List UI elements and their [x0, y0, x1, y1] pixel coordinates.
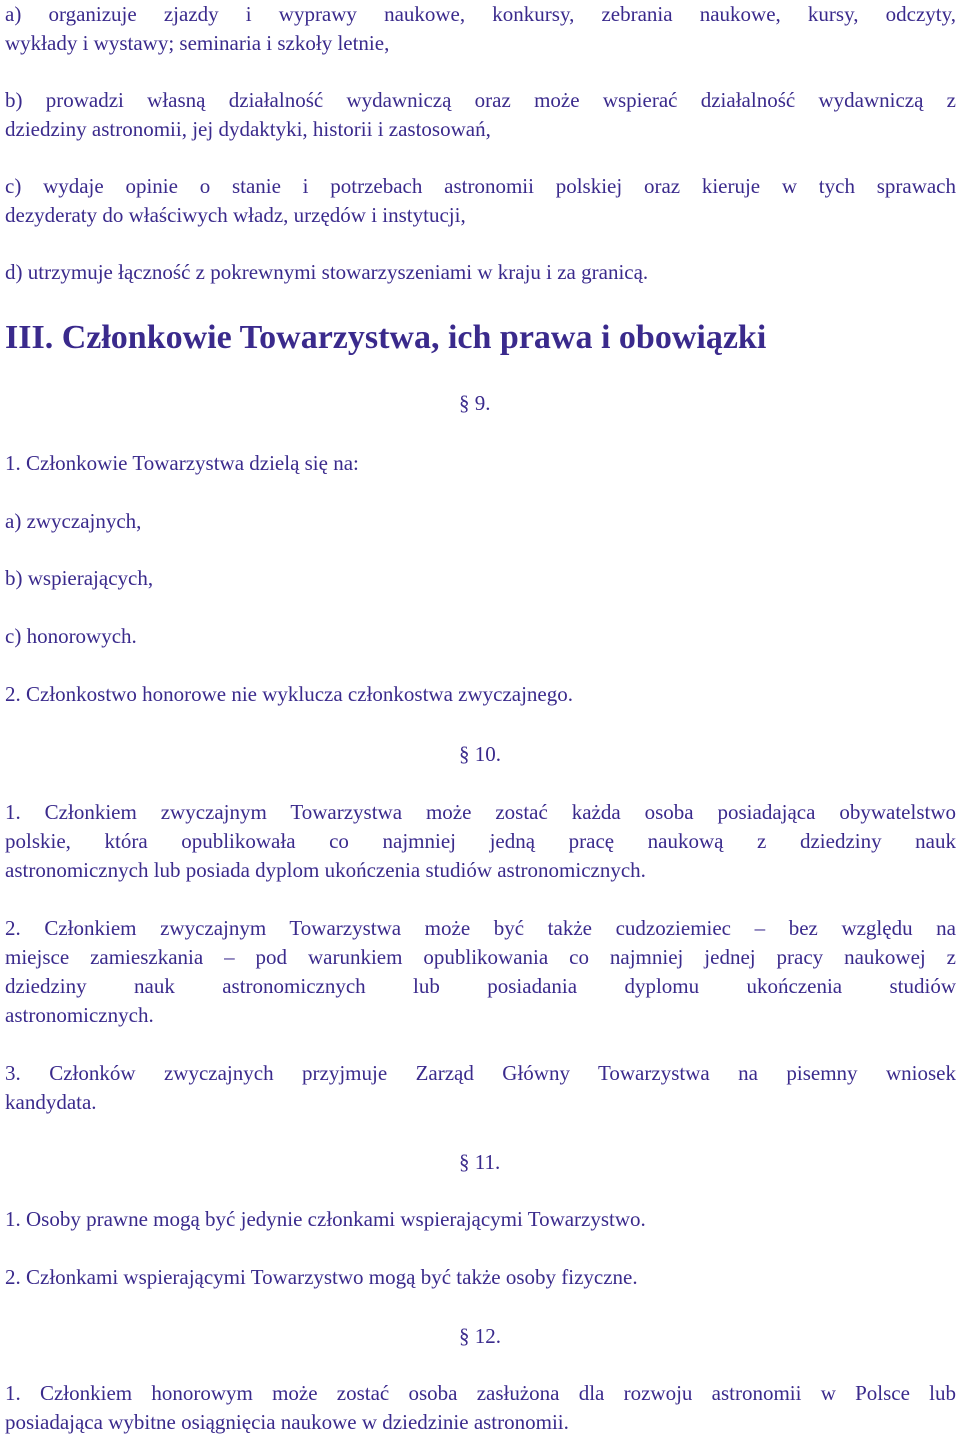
item-c-line-1: c) wydaje opinie o stanie i potrzebach astronomii polskiej oraz kieruje w tych sprawach [5, 174, 956, 198]
item-c-line-2: dezyderaty do właściwych władz, urzędów i instytucji, [5, 203, 466, 227]
s11-point-1: 1. Osoby prawne mogą być jedynie członkami wspierającymi Towarzystwo. [5, 1207, 646, 1231]
item-a-line-2: wykłady i wystawy; seminaria i szkoły letnie, [5, 31, 390, 55]
s9-item-b: b) wspierających, [5, 566, 154, 590]
s9-point-1: 1. Członkowie Towarzystwa dzielą się na: [5, 451, 359, 475]
s10-p2-line-2: miejsce zamieszkania – pod warunkiem opublikowania co najmniej jednej pracy naukowej z [5, 945, 956, 969]
s10-p1-line-2: polskie, która opublikowała co najmniej jedną pracę naukową z dziedziny nauk [5, 829, 956, 853]
s10-p3-line-2: kandydata. [5, 1090, 97, 1114]
s10-p1-line-1: 1. Członkiem zwyczajnym Towarzystwa może zostać każda osoba posiadająca obywatelstwo [5, 800, 956, 824]
s12-p1-line-2: posiadająca wybitne osiągnięcia naukowe w dziedzinie astronomii. [5, 1410, 569, 1434]
item-d-line: d) utrzymuje łączność z pokrewnymi stowarzyszeniami w kraju i za granicą. [5, 260, 649, 284]
s10-p1-line-3: astronomicznych lub posiada dyplom ukończenia studiów astronomicznych. [5, 858, 646, 882]
s10-p2-line-4: astronomicznych. [5, 1003, 154, 1027]
s10-p2-line-1: 2. Członkiem zwyczajnym Towarzystwa może być także cudzoziemiec – bez względu na [5, 916, 956, 940]
section-10-label: § 10. [459, 742, 501, 766]
s9-item-c: c) honorowych. [5, 624, 137, 648]
s9-item-a: a) zwyczajnych, [5, 509, 142, 533]
item-a-line-1: a) organizuje zjazdy i wyprawy naukowe, konkursy, zebrania naukowe, kursy, odczyty, [5, 2, 956, 26]
item-b-line-2: dziedziny astronomii, jej dydaktyki, historii i zastosowań, [5, 117, 491, 141]
s10-p3-line-1: 3. Członków zwyczajnych przyjmuje Zarząd Główny Towarzystwa na pisemny wniosek [5, 1061, 956, 1085]
s9-point-2: 2. Członkostwo honorowe nie wyklucza członkostwa zwyczajnego. [5, 682, 574, 706]
section-11-label: § 11. [459, 1150, 501, 1174]
section-9-label: § 9. [459, 391, 491, 415]
s11-point-2: 2. Członkami wspierającymi Towarzystwo mogą być także osoby fizyczne. [5, 1265, 638, 1289]
item-b-line-1: b) prowadzi własną działalność wydawniczą oraz może wspierać działalność wydawniczą z [5, 88, 956, 112]
s10-p2-line-3: dziedziny nauk astronomicznych lub posiadania dyplomu ukończenia studiów [5, 974, 956, 998]
s12-p1-line-1: 1. Członkiem honorowym może zostać osoba zasłużona dla rozwoju astronomii w Polsce lub [5, 1381, 956, 1405]
chapter-heading: III. Członkowie Towarzystwa, ich prawa i obowiązki [5, 319, 767, 356]
section-12-label: § 12. [459, 1324, 501, 1348]
